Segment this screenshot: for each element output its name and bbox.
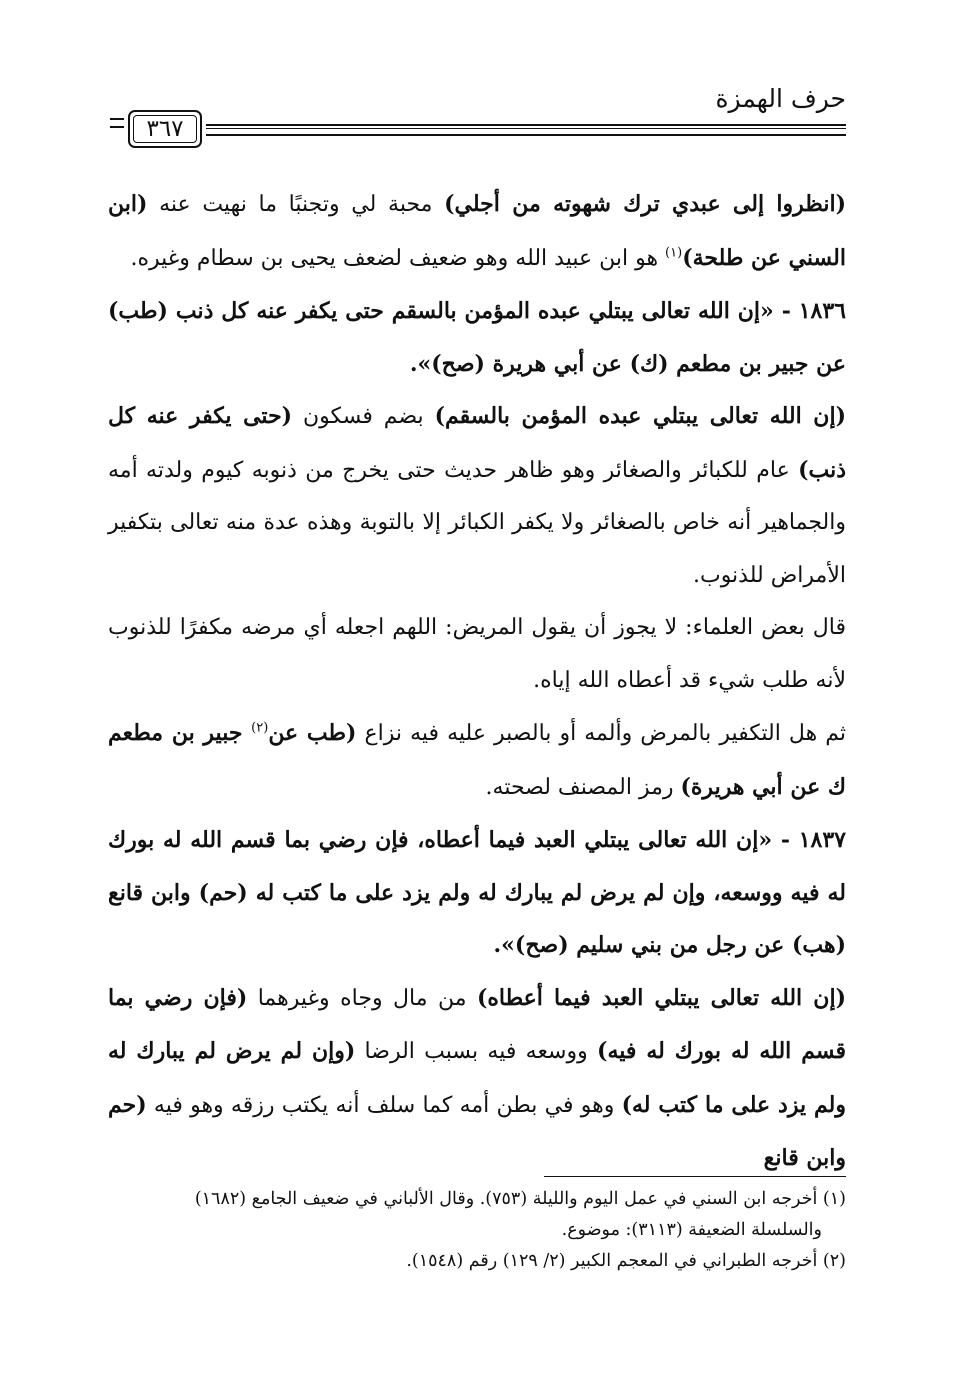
quoted-text: (انظروا إلى عبدي ترك شهوته من أجلي) [444, 191, 846, 217]
quoted-text: (فإن رضي بما قسم الله له بورك له فيه) [108, 984, 847, 1064]
footnotes [108, 1184, 846, 1277]
footnote-marker-1[interactable]: (١) [665, 245, 683, 261]
paragraph-3 [108, 390, 846, 602]
footnote-separator [544, 1176, 846, 1177]
page-number: ٣٦٧ [146, 116, 184, 142]
quoted-text: (إن الله تعالى يبتلي عبده المؤمن بالسقم) [434, 403, 846, 429]
hadith-1836: ١٨٣٦ - «إن الله تعالى يبتلي عبده المؤمن بالسقم حتى يكفر عنه كل ذنب (طب) عن جبير بن مطعم (ك) عن أبي هريرة (صح)». [108, 298, 846, 377]
footnote-1-line-1: (١) أخرجه ابن السني في عمل اليوم والليلة (٧٥٣). وقال الألباني في ضعيف الجامع (١٦٨٢) [194, 1189, 846, 1209]
source-reference: (طب عن [268, 720, 357, 746]
paragraph-7 [108, 972, 846, 1186]
footnote-2: (٢) أخرجه الطبراني في المعجم الكبير (٢/ ١٢٩) رقم (١٥٤٨). [406, 1251, 846, 1271]
hadith-1837: ١٨٣٧ - «إن الله تعالى يبتلي العبد فيما أعطاه، فإن رضي بما قسم الله له بورك له فيه ووسعه، وإن لم يرض لم يبارك له ولم يزد على ما كتب له (حم) وابن قانع (هب) عن رجل من بني سليم (صح)». [108, 827, 846, 958]
quoted-text: (حتى يكفر عنه كل ذنب) [108, 403, 846, 483]
commentary-text: عام للكبائر والصغائر وهو ظاهر حديث حتى يخرج من ذنوبه كيوم ولدته أمه والجماهير أنه خاص بالصغائر ولا يكفر الكبائر إلا بالتوبة وهذه عدة منه تعالى بتكفير الأمراض للذنوب. [108, 457, 846, 588]
commentary-text: من مال وجاه وغيرهما [247, 985, 477, 1011]
commentary-text: بضم فسكون [292, 404, 435, 429]
quoted-text: (إن الله تعالى يبتلي العبد فيما أعطاه) [476, 984, 846, 1011]
source-reference: (ابن السني عن طلحة) [108, 191, 846, 271]
commentary-text: محبة لي وتجنبًا ما نهيت عنه [147, 192, 445, 217]
source-reference: (حم وابن قانع [108, 1091, 846, 1171]
header-rule [206, 124, 846, 136]
main-text [108, 178, 846, 1186]
paragraph-1 [108, 178, 846, 285]
commentary-text: ثم هل التكفير بالمرض وألمه أو بالصبر عليه فيه نزاع [356, 721, 847, 746]
footnote-1-line-2: والسلسلة الضعيفة (٣١١٣): موضوع. [561, 1220, 822, 1240]
quoted-text: (وإن لم يرض لم يبارك له ولم يزد على ما كتب له) [108, 1038, 846, 1118]
running-title: حرف الهمزة [715, 84, 846, 113]
commentary-text: رمز المصنف لصحته. [485, 774, 681, 800]
paragraph-5 [108, 707, 846, 814]
footnote-marker-2[interactable]: (٢) [251, 720, 269, 736]
paragraph-4: قال بعض العلماء: لا يجوز أن يقول المريض: اللهم اجعله أي مرضه مكفرًا للذنوب لأنه طلب شيء قد أعطاه الله إياه. [108, 615, 846, 693]
commentary-text: وهو في بطن أمه كما سلف أنه يكتب رزقه وهو فيه [146, 1092, 622, 1118]
page-number-frame [128, 110, 202, 148]
source-reference: جبير بن مطعم ك عن أبي هريرة) [108, 720, 846, 800]
commentary-text: هو ابن عبيد الله وهو ضعيف لضعف يحيى بن سطام وغيره. [130, 245, 666, 271]
commentary-text: ووسعه فيه بسبب الرضا [355, 1039, 598, 1064]
header-rule-end [110, 118, 124, 128]
